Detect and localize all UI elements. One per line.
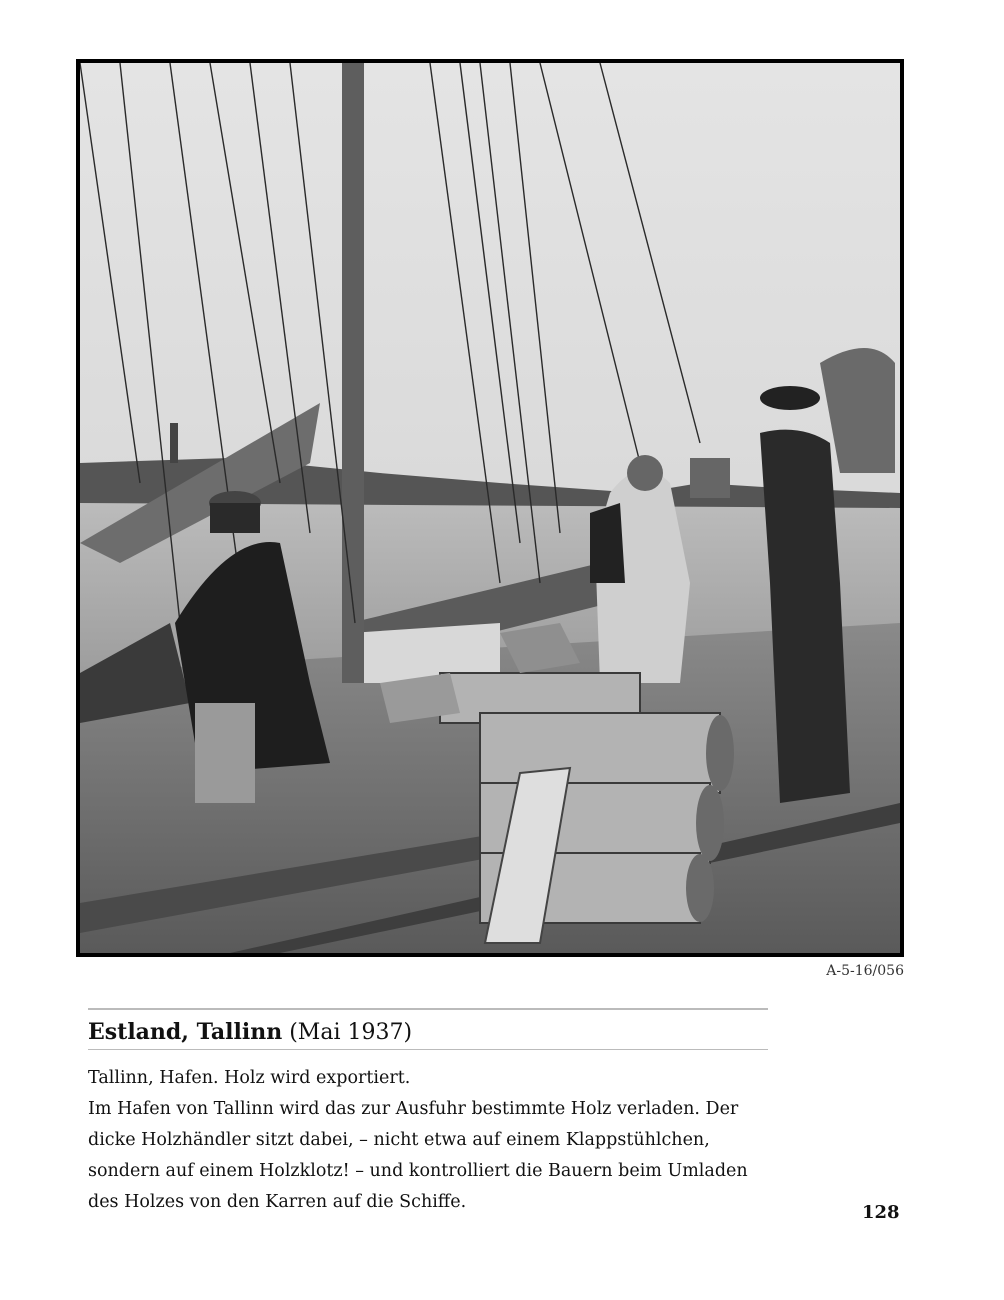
caption-line: sondern auf einem Holzklotz! – und kontrolliert die Bauern beim Umladen	[88, 1161, 748, 1181]
historical-photograph	[76, 59, 904, 957]
harbor-photo-illustration	[80, 63, 900, 953]
heading-date: (Mai 1937)	[289, 1020, 413, 1045]
photo-caption	[88, 1063, 778, 1218]
heading-top-rule	[88, 1008, 768, 1010]
caption-line: Im Hafen von Tallinn wird das zur Ausfuhr bestimmte Holz verladen. Der	[88, 1099, 739, 1119]
archive-identifier: A-5-16/056	[826, 963, 904, 979]
photo-heading	[88, 1018, 412, 1047]
heading-location: Estland, Tallinn	[88, 1019, 283, 1045]
page-number: 128	[862, 1202, 900, 1223]
heading-bottom-rule	[88, 1049, 768, 1050]
caption-line: dicke Holzhändler sitzt dabei, – nicht etwa auf einem Klappstühlchen,	[88, 1130, 710, 1150]
caption-short: Tallinn, Hafen. Holz wird exportiert.	[88, 1068, 411, 1088]
caption-line: des Holzes von den Karren auf die Schiffe.	[88, 1192, 467, 1212]
